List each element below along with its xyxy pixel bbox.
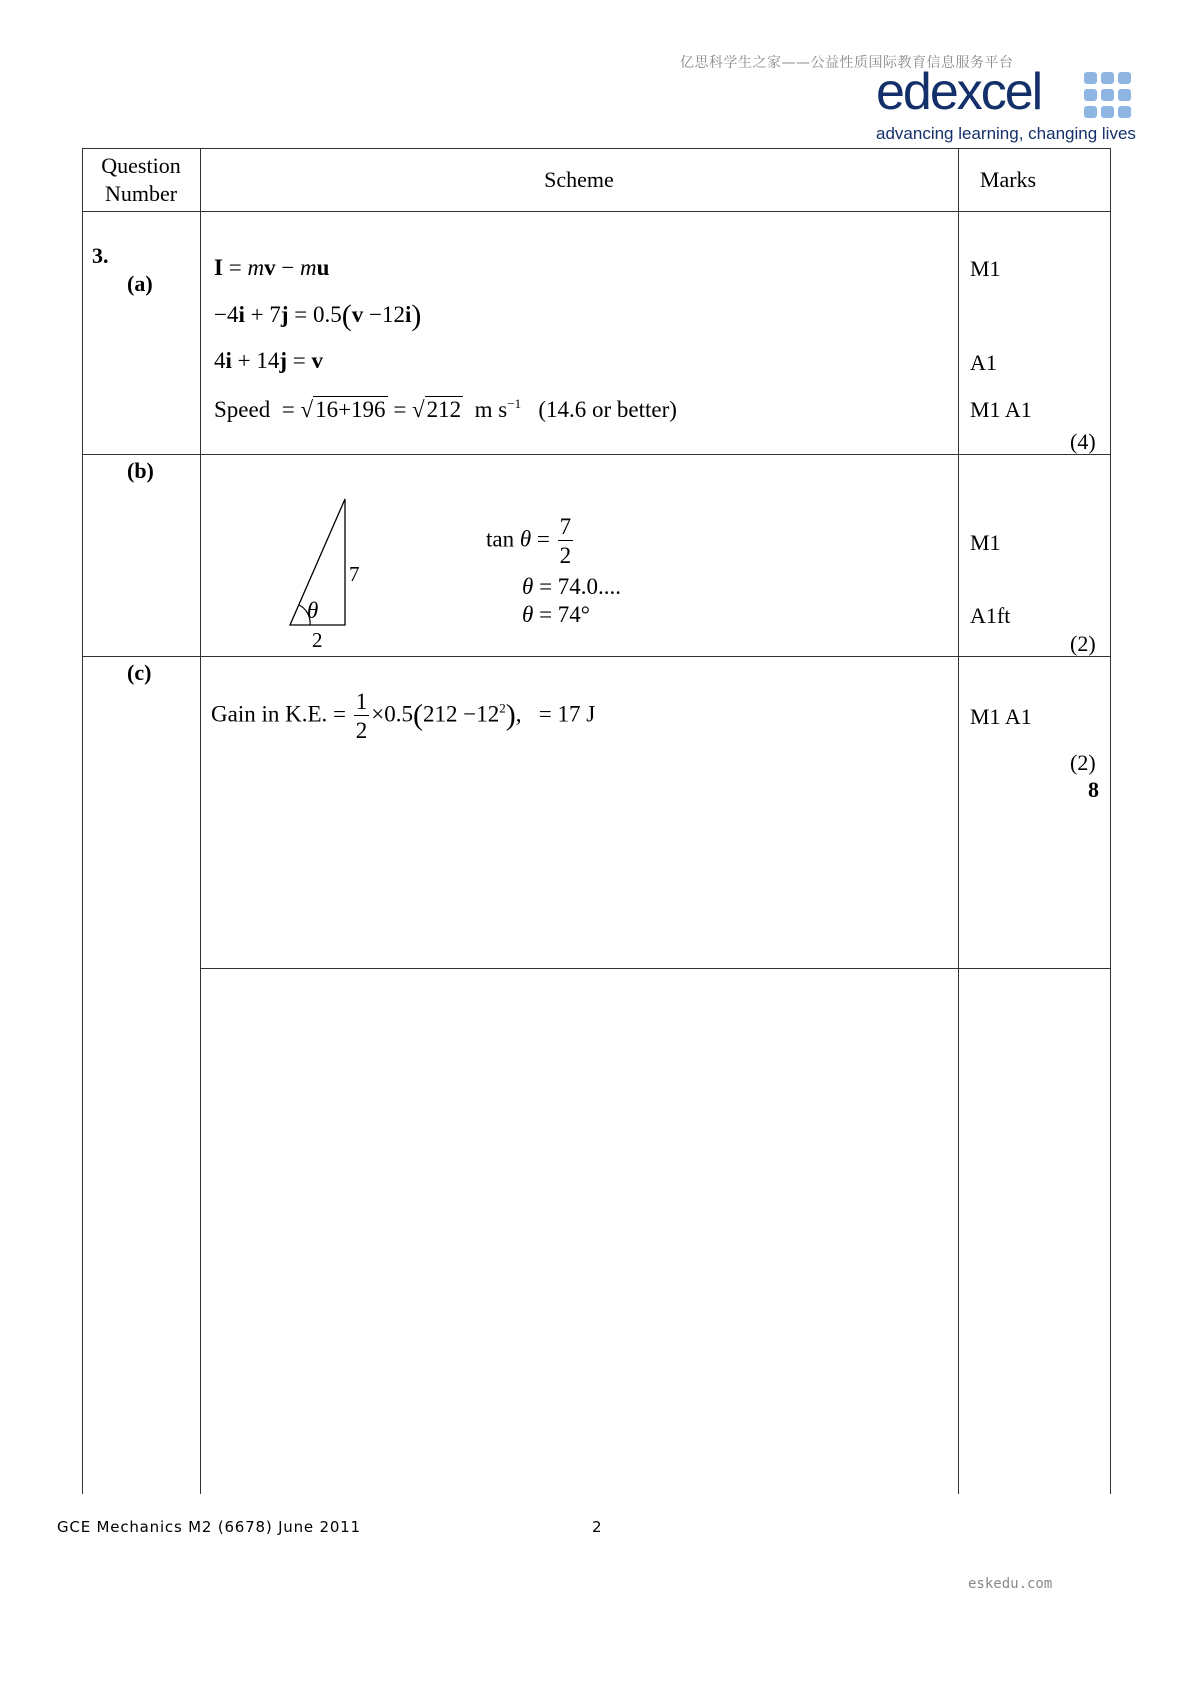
speed-equation: Speed = √16+196 = √212 m $s^{-1}$ (14.6 or better) bbox=[214, 396, 677, 422]
question-number: 3. bbox=[92, 243, 109, 268]
page-number: 2 bbox=[592, 1518, 603, 1536]
triangle-side-label: 7 bbox=[349, 562, 360, 586]
watermark-text: 亿思科学生之家——公益性质国际教育信息服务平台 bbox=[680, 55, 1014, 71]
site-watermark: eskedu.com bbox=[968, 1576, 1053, 1592]
part-b-mark-1: M1 bbox=[970, 530, 1001, 555]
edexcel-logo: edexcel bbox=[876, 63, 1042, 121]
part-b-label: (b) bbox=[127, 458, 154, 483]
logo-grid-icon bbox=[1084, 72, 1134, 120]
impulse-substitution: −4i + 7j = 0.5(v −12i) bbox=[214, 299, 422, 332]
part-a-mark-1: M1 bbox=[970, 256, 1001, 281]
theta-value-1: θ = 74.0.... bbox=[522, 574, 622, 599]
impulse-equation: I = mv − mu bbox=[214, 255, 330, 280]
scheme-header: Scheme bbox=[544, 167, 614, 192]
theta-value-2: θ = 74° bbox=[522, 602, 590, 627]
theta-angle-label: θ bbox=[307, 598, 319, 623]
ke-gain-equation: Gain in K.E. = $\frac{1}{2}$ $\times 0.5(212 -12^2)$, = 17 J bbox=[211, 689, 596, 743]
part-c-total: (2) bbox=[1070, 750, 1096, 775]
part-c-label: (c) bbox=[127, 660, 152, 685]
tan-theta-equation: tan θ = $\frac{7}{2}$ bbox=[486, 514, 572, 568]
part-b-mark-2: A1ft bbox=[970, 603, 1011, 628]
part-a-label: (a) bbox=[127, 271, 153, 296]
logo-tagline: advancing learning, changing lives bbox=[876, 124, 1136, 143]
question-number-header: Question Number bbox=[101, 153, 181, 206]
part-a-mark-3: M1 A1 bbox=[970, 397, 1032, 422]
part-a-mark-2: A1 bbox=[970, 350, 997, 375]
velocity-result: 4i + 14j = v bbox=[214, 348, 324, 373]
part-a-total: (4) bbox=[1070, 429, 1096, 454]
marks-header: Marks bbox=[979, 167, 1037, 192]
question-total: 8 bbox=[1088, 777, 1099, 802]
part-b-total: (2) bbox=[1070, 631, 1096, 656]
part-c-mark-1: M1 A1 bbox=[970, 704, 1032, 729]
footer-title: GCE Mechanics M2 (6678) June 2011 bbox=[57, 1518, 361, 1536]
triangle-base-label: 2 bbox=[312, 628, 323, 652]
